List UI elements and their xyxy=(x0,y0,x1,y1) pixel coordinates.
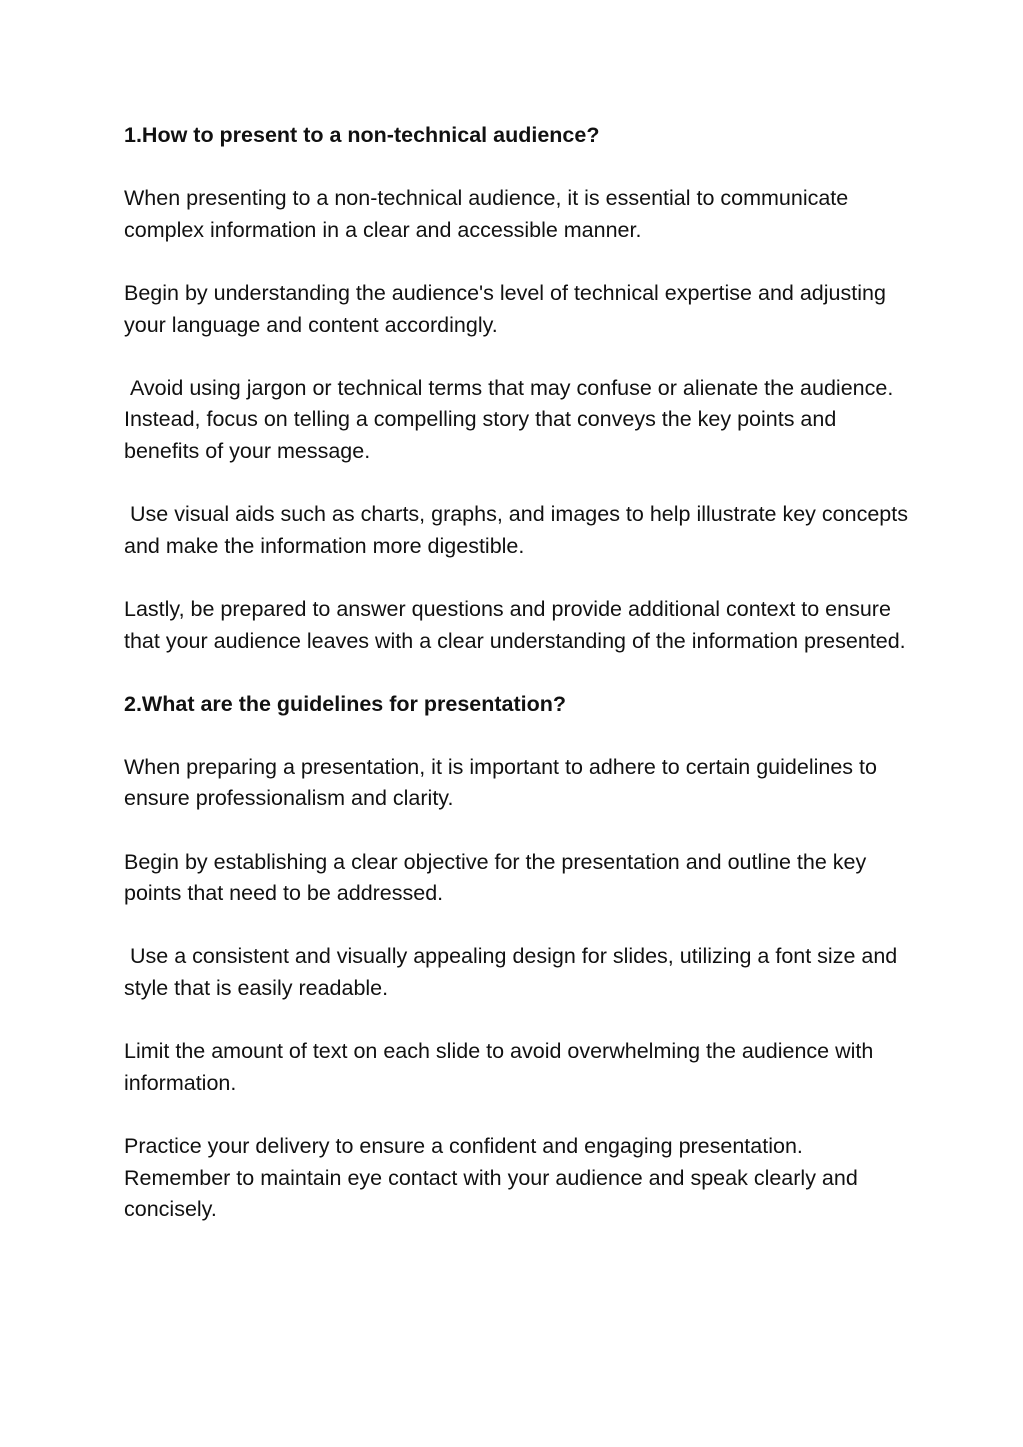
document-body xyxy=(124,120,914,1257)
section-2-paragraph-2: Begin by establishing a clear objective for the presentation and outline the key points that need to be addressed. xyxy=(124,849,873,906)
section-2-paragraph-5: Practice your delivery to ensure a confident and engaging presentation. Remember to maintain eye contact with your audience and speak clearly and concisely. xyxy=(124,1134,864,1222)
section-1-paragraph-5: Lastly, be prepared to answer questions and provide additional context to ensure that your audience leaves with a clear understanding of the information presented. xyxy=(124,596,906,653)
section-2-paragraph-1: When preparing a presentation, it is important to adhere to certain guidelines to ensure professionalism and clarity. xyxy=(124,754,883,811)
section-2-heading: 2.What are the guidelines for presentation? xyxy=(124,691,567,716)
section-1-paragraph-4: Use visual aids such as charts, graphs, and images to help illustrate key concepts and make the information more digestible. xyxy=(124,502,914,558)
section-1-heading: 1.How to present to a non-technical audience? xyxy=(124,123,600,147)
section-2-paragraph-4: Limit the amount of text on each slide to avoid overwhelming the audience with information. xyxy=(124,1039,880,1095)
section-1-paragraph-2: Begin by understanding the audience's level of technical expertise and adjusting your language and content accordingly. xyxy=(124,280,892,337)
section-1-paragraph-3: Avoid using jargon or technical terms that may confuse or alienate the audience. Instead, focus on telling a compelling story that conveys the key points and benefits of your message. xyxy=(124,375,900,463)
section-1-paragraph-1: When presenting to a non-technical audience, it is essential to communicate complex information in a clear and accessible manner. xyxy=(124,186,855,242)
section-2-paragraph-3: Use a consistent and visually appealing design for slides, utilizing a font size and style that is easily readable. xyxy=(124,944,904,1001)
